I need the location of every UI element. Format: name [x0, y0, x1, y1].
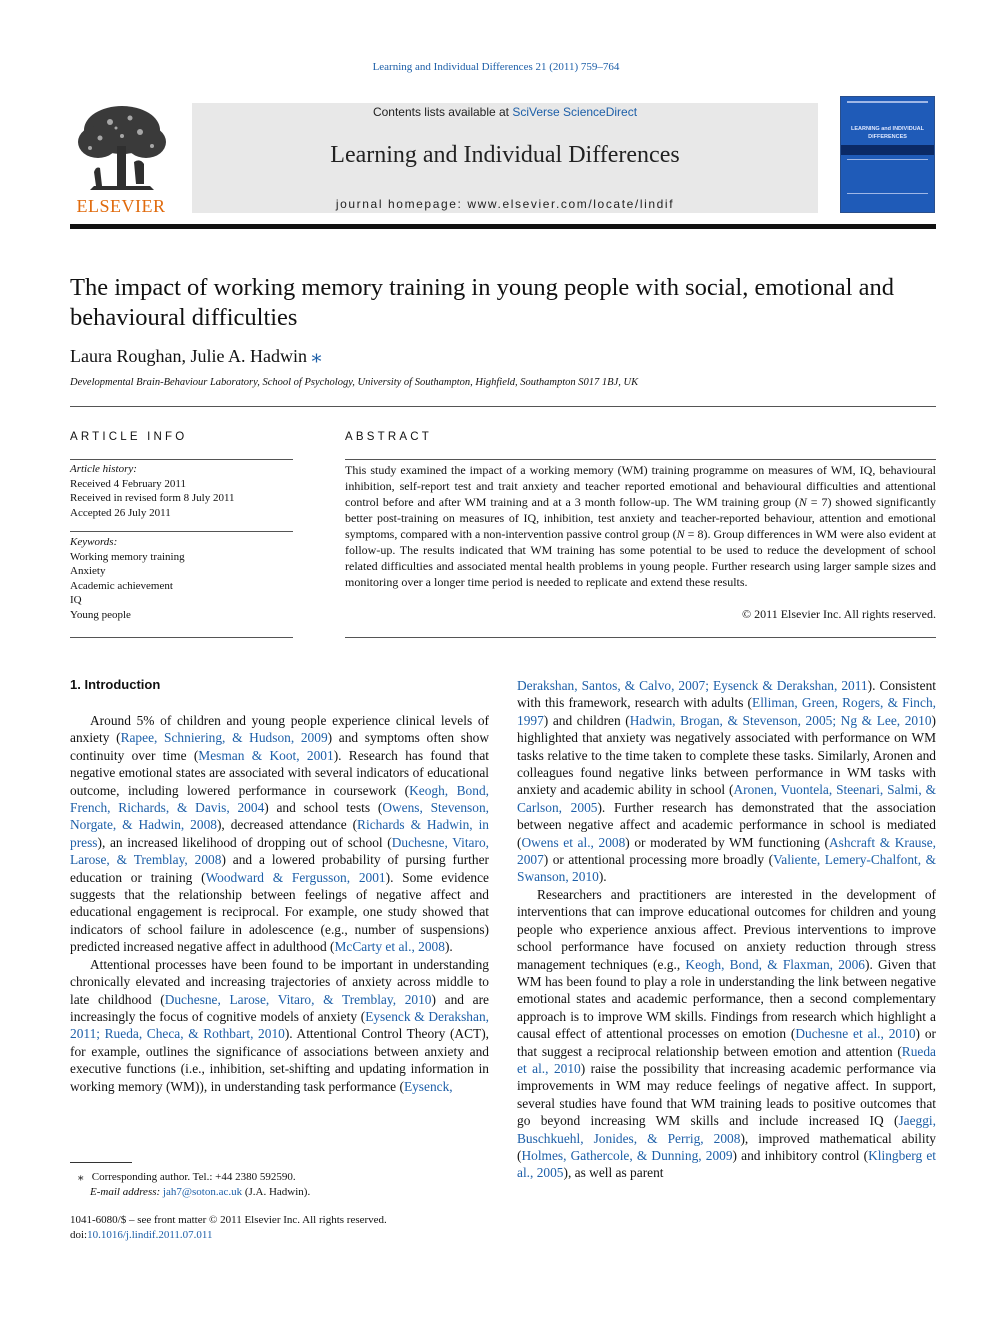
paragraph-text: ) raise the possibility that increasing academic performance via improvements in WM may reduce feelings of negative affect. In support, several studies have found that WM training leads to positive outcomes that go beyond increasing WM skills and include increased IQ ( [517, 1060, 936, 1129]
abstract-divider [345, 459, 936, 460]
body-column-right [517, 677, 936, 1182]
article-history [70, 462, 293, 520]
paragraph-text: ) or moderated by WM functioning ( [625, 834, 829, 850]
keyword: Young people [70, 608, 131, 621]
paragraph-text: ). Some evidence suggests that the relationship between feelings of negative affect and educational engagement is reciprocal. For example, one study showed that indicators of school failure in adolescence (e.g., number of suspensions) predicted increased negative affect in adulthood ( [70, 869, 489, 955]
citation-link[interactable]: Valiente, Lemery-Chalfont, & Swanson, 2010 [517, 852, 936, 885]
paragraph-text: ), an increased likelihood of dropping out of school ( [97, 834, 392, 850]
article-title: The impact of working memory training in young people with social, emotional and behavioural difficulties [70, 274, 894, 331]
doi-label: doi: [70, 1229, 88, 1241]
citation-link[interactable]: Ashcraft & Krause, 2007 [517, 834, 936, 868]
paragraph-text: ) and children ( [543, 712, 630, 728]
citation-link[interactable]: Duchesne et al., 2010 [795, 1026, 916, 1042]
abstract-heading: ABSTRACT [345, 431, 432, 443]
paragraph-text: ). [598, 869, 607, 885]
citation-link[interactable]: Owens et al., 2008 [521, 834, 626, 850]
article-authors [70, 343, 321, 368]
article-info-divider [70, 459, 293, 460]
cover-title: LEARNING and INDIVIDUAL DIFFERENCES [850, 126, 925, 140]
citation-link[interactable]: Keogh, Bond, French, Richards, & Davis, 2004 [70, 782, 489, 816]
section-divider [70, 406, 936, 407]
paragraph-text: ) and symptoms often show continuity over time ( [70, 730, 490, 763]
abstract-part: = 7) showed significantly better post-training on measures of IQ, inhibition, test anxiety and teacher-reported behaviour, attention and emotional symptoms, compared with a non-intervention passive control group ( [345, 495, 936, 541]
abstract-symbol: N [676, 527, 685, 541]
paragraph-text: Attentional processes have been found to be important in understanding chronically elevated and increasing trajectories of anxiety across middle to late childhood ( [70, 956, 489, 1007]
paragraph-text: ). Further research has demonstrated that the association between negative affect and academic performance in school is mediated ( [517, 799, 936, 850]
corresponding-author-note [70, 1170, 490, 1185]
citation-link[interactable]: Keogh, Bond, & Flaxman, 2006 [685, 956, 865, 972]
citation-link[interactable]: Hadwin, Brogan, & Stevenson, 2005; Ng & Lee, 2010 [629, 712, 932, 728]
author-names: Laura Roughan, Julie A. Hadwin [70, 346, 307, 366]
paragraph-text: ) and school tests ( [264, 800, 383, 816]
issn-doi [70, 1213, 490, 1243]
email-label: E-mail address: [90, 1186, 161, 1198]
citation-link[interactable]: Duchesne, Larose, Vitaro, & Tremblay, 2010 [164, 991, 432, 1007]
abstract-part: = 8). Group differences in WM were also evident at follow-up. The results indicated that WM training has some potential to be used to reduce the development of school related difficulties and associated mental health problems in young people. Further research using larger sample sizes and monitoring over a longer time period is needed to replicate and extend these results. [345, 527, 936, 589]
intro-paragraph-2 [70, 956, 489, 1095]
intro-paragraph-3 [517, 886, 936, 1182]
paragraph-text: ) highlighted that anxiety was negatively associated with performance on WM tasks relative to the time taken to complete these tasks. Similarly, Aronen and colleagues found negative links between performance in WM tasks with anxiety and academic ability in school ( [517, 712, 936, 798]
footnote-rule [70, 1162, 132, 1163]
contents-line [192, 105, 818, 119]
contents-prefix: Contents lists available at [372, 105, 513, 119]
article-info-heading: ARTICLE INFO [70, 431, 188, 443]
citation-link[interactable]: McCarty et al., 2008 [334, 939, 445, 955]
abstract-copyright: © 2011 Elsevier Inc. All rights reserved. [742, 607, 936, 621]
paragraph-text: ), improved mathematical ability ( [517, 1130, 936, 1163]
paragraph-text: ) and a lowered probability of pursing further education or training ( [70, 852, 489, 885]
keywords [70, 535, 293, 623]
history-label: Article history: [70, 463, 137, 475]
citation-link[interactable]: Owens, Stevenson, Norgate, & Hadwin, 2008 [70, 800, 489, 833]
received-date: Received 4 February 2011 [70, 477, 186, 490]
paragraph-text: ). Research has found that negative emotional states are associated with several indicators of educational outcome, including lowered performance in coursework ( [70, 747, 489, 798]
citation-link[interactable]: Mesman & Koot, 2001 [198, 747, 334, 763]
paragraph-text: ) or that suggest a reciprocal relationship between emotion and attention ( [517, 1026, 936, 1059]
elsevier-wordmark: ELSEVIER [76, 196, 166, 216]
citation-link[interactable]: Elliman, Green, Rogers, & Finch, 1997 [517, 695, 936, 728]
corresponding-author-mark[interactable]: ⁎ [311, 345, 322, 367]
keyword: Working memory training [70, 550, 185, 563]
paragraph-text: Around 5% of children and young people experience clinical levels of anxiety ( [70, 713, 489, 746]
citation-link[interactable]: Klingberg et al., 2005 [517, 1147, 936, 1181]
abstract-part: This study examined the impact of a working memory (WM) training programme on measures of WM, IQ, behavioural inhibition, self-report test and trait anxiety and teacher reported emotional and behavioural difficulties and attentional control before and after WM training and at a 3 month follow-up. The WM training group ( [345, 463, 936, 509]
email-link[interactable]: jah7@soton.ac.uk [162, 1186, 243, 1198]
journal-cover-thumbnail [840, 96, 935, 213]
citation-link[interactable]: Derakshan, Santos, & Calvo, 2007; Eysenck & Derakshan, 2011 [517, 678, 868, 693]
keywords-label: Keywords: [70, 536, 118, 548]
citation-link[interactable]: Jaeggi, Buschkuehl, Jonides, & Perrig, 2008 [517, 1113, 936, 1146]
journal-name: Learning and Individual Differences [330, 142, 680, 168]
journal-homepage[interactable]: journal homepage: www.elsevier.com/locate/lindif [335, 197, 675, 211]
keyword: IQ [70, 594, 82, 607]
abstract-divider [345, 637, 936, 638]
citation-link[interactable]: Rapee, Schniering, & Hudson, 2009 [120, 730, 328, 746]
citation-link[interactable]: Rueda et al., 2010 [517, 1043, 936, 1076]
doi-line [70, 1228, 490, 1243]
sciencedirect-link[interactable]: SciVerse ScienceDirect [512, 105, 638, 119]
paragraph-text: Researchers and practitioners are interested in the development of interventions that can improve educational outcomes for children and young people who experience anxious affect. Previous interventions to improve school performance have focused on anxiety reduction through stress management techniques (e.g., [517, 886, 936, 972]
corresponding-author-text: Corresponding author. Tel.: +44 2380 592590. [91, 1171, 296, 1183]
intro-paragraph-2-continued [517, 677, 936, 886]
abstract-symbol: N [798, 495, 807, 509]
paragraph-text: ) or attentional processing more broadly ( [543, 852, 774, 868]
introduction-heading: 1. Introduction [70, 677, 161, 692]
journal-citation[interactable]: Learning and Individual Differences 21 (2011) 759–764 [372, 61, 620, 73]
footnote-mark: ⁎ [78, 1171, 84, 1183]
doi-link[interactable]: 10.1016/j.lindif.2011.07.011 [87, 1229, 213, 1241]
keyword: Anxiety [70, 565, 106, 578]
author-affiliation: Developmental Brain-Behaviour Laboratory, School of Psychology, University of Southampton, Highfield, Southampton S017 1BJ, UK [70, 377, 639, 388]
article-info-divider [70, 637, 293, 638]
paragraph-text: ), as well as parent [563, 1165, 664, 1181]
footnote [70, 1170, 490, 1200]
revised-date: Received in revised form 8 July 2011 [70, 492, 235, 505]
intro-paragraph-1 [70, 712, 489, 956]
paragraph-text: ) and inhibitory control ( [732, 1147, 869, 1163]
paragraph-text: ), decreased attendance ( [216, 817, 358, 833]
citation-link[interactable]: Duchesne, Vitaro, Larose, & Tremblay, 2008 [70, 834, 489, 868]
paragraph-text: ). Attentional Control Theory (ACT), for example, outlines the significance of associations between anxiety and executive functions (i.e., inhibition, set-shifting and updating information in working memory (WM)), in understanding task performance ( [70, 1026, 489, 1094]
citation-link[interactable]: Richards & Hadwin, in press [70, 817, 490, 850]
issn-line: 1041-6080/$ – see front matter © 2011 Elsevier Inc. All rights reserved. [70, 1214, 387, 1226]
citation-link[interactable]: Eysenck & Derakshan, 2011; Rueda, Checa, & Rothbart, 2010 [70, 1008, 489, 1042]
citation-link[interactable]: Holmes, Gathercole, & Dunning, 2009 [521, 1147, 733, 1163]
citation-link[interactable]: Woodward & Fergusson, 2001 [205, 869, 386, 885]
citation-link[interactable]: Aronen, Vuontela, Steenari, Salmi, & Carlson, 2005 [517, 782, 936, 815]
email-suffix: (J.A. Hadwin). [244, 1186, 311, 1198]
article-info-divider [70, 531, 293, 532]
paragraph-text: ) and are increasingly the focus of cognitive models of anxiety ( [70, 991, 489, 1024]
header-rule [70, 224, 936, 229]
citation-link[interactable]: Eysenck, [403, 1078, 453, 1094]
keyword: Academic achievement [70, 579, 173, 592]
paragraph-text: ). [444, 939, 453, 955]
body-column-left [70, 712, 489, 1095]
accepted-date: Accepted 26 July 2011 [70, 506, 171, 519]
abstract-text [345, 462, 936, 590]
paragraph-text: ). Given that WM has been found to play a role in understanding the link between negative emotional states and academic performance, then a second complementary approach is to improve WM skills. Findings from research which highlight a causal effect of attentional processes on emotion ( [517, 956, 936, 1042]
paragraph-text: ). Consistent with this framework, research with adults ( [517, 678, 936, 711]
email-line [70, 1185, 490, 1200]
